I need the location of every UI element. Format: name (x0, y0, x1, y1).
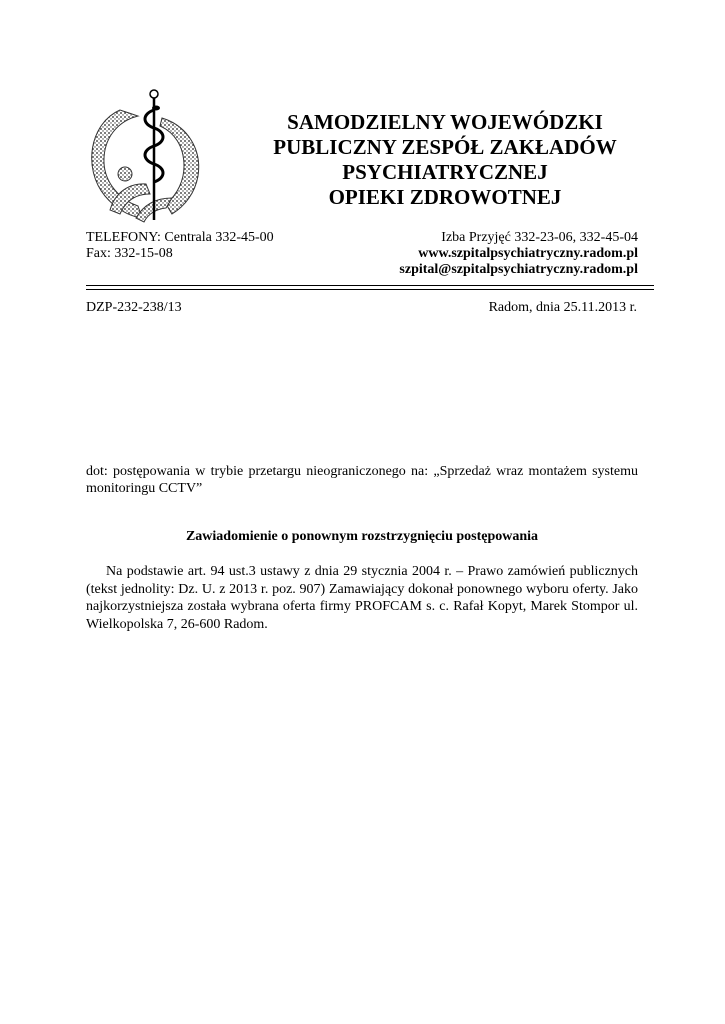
reference-number: DZP-232-238/13 (86, 300, 182, 315)
email-link[interactable]: szpital@szpitalpsychiatryczny.radom.pl (399, 262, 638, 277)
institution-name-line: PSYCHIATRYCZNEJ (342, 160, 548, 184)
body-paragraph: Na podstawie art. 94 ust.3 ustawy z dnia 29 stycznia 2004 r. – Prawo zamówień publicznych (tekst jednolity: Dz. U. z 2013 r. poz. 907) Zamawiający dokonał ponownego wyboru oferty. Jako najkorzystniejsza została wybrana oferta firmy PROFCAM s. c. Rafał Kopyt, Marek Stompor ul. Wielkopolska 7, 26-600 Radom. (86, 564, 638, 632)
phones-text: TELEFONY: Centrala 332-45-00 (86, 230, 274, 245)
notice-title: Zawiadomienie o ponownym rozstrzygnięciu postępowania (185, 529, 539, 544)
header-divider (86, 285, 654, 286)
institution-name-line: PUBLICZNY ZESPÓŁ ZAKŁADÓW (273, 135, 617, 159)
place-date: Radom, dnia 25.11.2013 r. (488, 300, 637, 315)
website-link[interactable]: www.szpitalpsychiatryczny.radom.pl (418, 246, 638, 261)
institution-name-line: SAMODZIELNY WOJEWÓDZKI (287, 110, 603, 134)
contact-phones-block (86, 230, 274, 262)
admissions-text: Izba Przyjęć 332-23-06, 332-45-04 (441, 230, 638, 245)
institution-name (245, 110, 645, 210)
fax-text: Fax: 332-15-08 (86, 246, 173, 261)
institution-name-line: OPIEKI ZDROWOTNEJ (328, 185, 562, 209)
hospital-logo-icon (80, 88, 210, 223)
header-divider-thin (86, 289, 654, 290)
subject-line: dot: postępowania w trybie przetargu nieograniczonego na: „Sprzedaż wraz montażem systemu monitoringu CCTV” (86, 464, 638, 496)
contact-web-block (399, 230, 638, 278)
